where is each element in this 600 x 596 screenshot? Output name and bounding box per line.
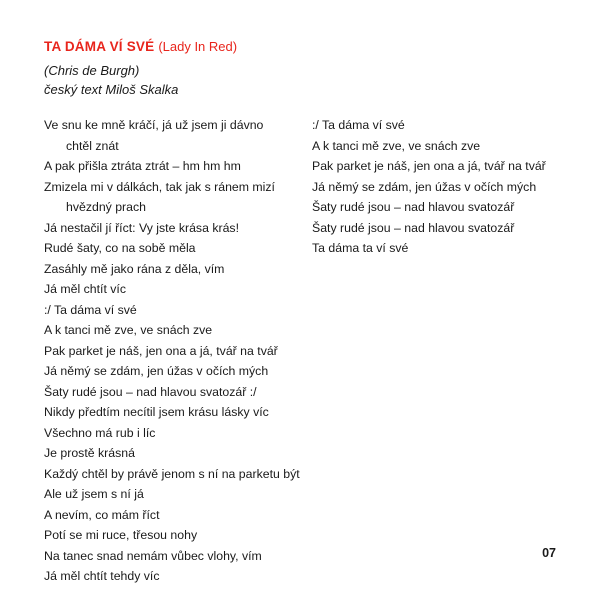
- lyrics-right-column: [312, 115, 582, 259]
- lyric-line: Já měl chtít víc: [44, 282, 127, 296]
- lyric-line: :/ Ta dáma ví své: [44, 302, 137, 317]
- lyric-line: Já nestačil jí říct: Vy jste krása krás!: [44, 220, 239, 235]
- lyric-line: chtěl znát: [66, 138, 119, 153]
- lyric-line: Šaty rudé jsou – nad hlavou svatozář :/: [44, 384, 257, 399]
- lyric-line: Šaty rudé jsou – nad hlavou svatozář: [312, 220, 515, 235]
- lyric-line: A nevím, co mám říct: [44, 507, 160, 522]
- lyric-line: Pak parket je náš, jen ona a já, tvář na tvář: [44, 343, 278, 358]
- lyric-line: Ta dáma ta ví své: [312, 241, 409, 255]
- lyric-line: Potí se mi ruce, třesou nohy: [44, 528, 198, 542]
- lyric-line: A k tanci mě zve, ve snách zve: [44, 323, 213, 337]
- song-author: (Chris de Burgh): [44, 63, 140, 78]
- lyric-line: Zmizela mi v dálkách, tak jak s ránem mizí: [44, 179, 275, 194]
- lyric-line: Já měl chtít tehdy víc: [44, 569, 160, 583]
- lyric-line: Rudé šaty, co na sobě měla: [44, 241, 196, 255]
- lyric-line: Já němý se zdám, jen úžas v očích mých: [312, 179, 537, 194]
- lyric-line: Nikdy předtím necítil jsem krásu lásky víc: [44, 405, 269, 419]
- lyric-line: Je prostě krásná: [44, 446, 135, 460]
- lyric-line: Šaty rudé jsou – nad hlavou svatozář: [312, 200, 515, 214]
- lyric-line: Já němý se zdám, jen úžas v očích mých: [44, 364, 269, 378]
- song-original-title: (Lady In Red): [158, 39, 238, 54]
- song-title: TA DÁMA VÍ SVÉ: [44, 39, 155, 54]
- lyric-line: A k tanci mě zve, ve snách zve: [312, 138, 481, 153]
- lyric-line: Pak parket je náš, jen ona a já, tvář na tvář: [312, 159, 546, 173]
- lyric-line: Zasáhly mě jako rána z děla, vím: [44, 261, 225, 276]
- lyric-line: Ale už jsem s ní já: [44, 487, 144, 501]
- lyric-line: Na tanec snad nemám vůbec vlohy, vím: [44, 548, 262, 563]
- title-line: [44, 38, 544, 56]
- lyric-line: A pak přišla ztráta ztrát – hm hm hm: [44, 159, 241, 173]
- page-number: 07: [542, 546, 556, 560]
- lyric-line: Ve snu ke mně kráčí, já už jsem ji dávno: [44, 118, 264, 132]
- lyric-line: Každý chtěl by právě jenom s ní na parketu být: [44, 466, 300, 481]
- song-header: [44, 38, 544, 97]
- lyric-line: hvězdný prach: [66, 200, 146, 214]
- lyrics-left-column: [44, 115, 306, 587]
- song-translation-credit: český text Miloš Skalka: [44, 82, 179, 97]
- lyric-line: Všechno má rub i líc: [44, 425, 156, 440]
- lyric-line: :/ Ta dáma ví své: [312, 118, 405, 132]
